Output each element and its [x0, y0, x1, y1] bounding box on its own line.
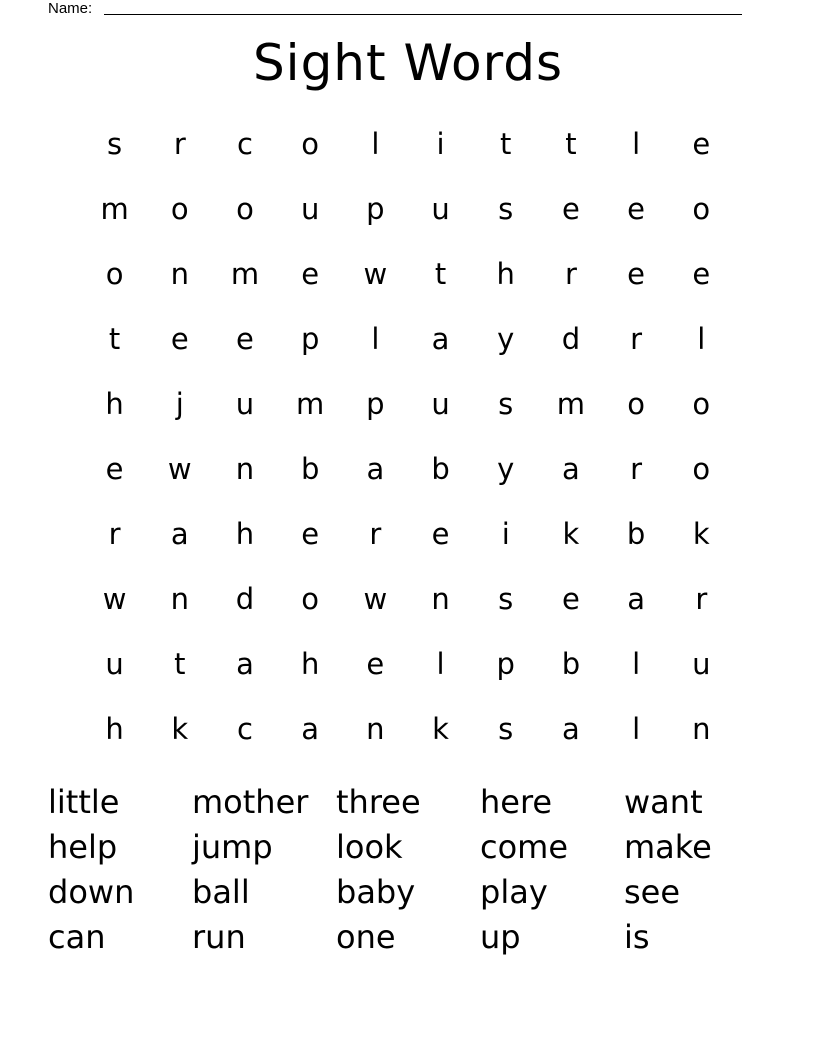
word-bank-item: one: [336, 918, 396, 956]
grid-letter: k: [171, 712, 189, 746]
grid-letter: o: [105, 257, 124, 291]
word-bank-item: see: [624, 873, 681, 911]
word-bank: [48, 780, 768, 960]
grid-letter: s: [498, 192, 514, 226]
grid-letter: n: [692, 712, 711, 746]
grid-letter: t: [565, 127, 577, 161]
word-bank-item: help: [48, 828, 118, 866]
grid-letter: s: [107, 127, 123, 161]
grid-letter: a: [236, 647, 254, 681]
grid-letter: p: [366, 387, 385, 421]
grid-letter: u: [105, 647, 124, 681]
grid-letter: w: [167, 452, 192, 486]
grid-letter: l: [436, 647, 445, 681]
grid-letter: p: [496, 647, 515, 681]
grid-letter: b: [431, 452, 450, 486]
word-bank-item: jump: [192, 828, 273, 866]
grid-letter: k: [692, 517, 710, 551]
grid-letter: u: [235, 387, 255, 421]
grid-letter: h: [496, 257, 515, 291]
word-bank-item: run: [192, 918, 246, 956]
word-bank-item: baby: [336, 873, 416, 911]
grid-letter: r: [695, 582, 708, 616]
grid-letter: l: [371, 127, 380, 161]
grid-letter: h: [105, 387, 124, 421]
grid-letter: n: [431, 582, 450, 616]
grid-letter: u: [431, 387, 450, 421]
name-label: Name:: [48, 0, 93, 17]
grid-letter: e: [236, 322, 254, 356]
grid-letter: w: [102, 582, 127, 616]
grid-letter: m: [230, 257, 260, 291]
grid-letter: p: [300, 322, 320, 356]
grid-letter: o: [692, 192, 711, 226]
grid-letter: i: [436, 127, 445, 161]
grid-letter: w: [363, 257, 388, 291]
grid-letter: e: [105, 452, 124, 486]
grid-letter: h: [300, 647, 320, 681]
grid-letter: c: [236, 127, 253, 161]
grid-letter: m: [556, 387, 586, 421]
grid-letter: e: [301, 517, 320, 551]
grid-letter: y: [497, 322, 515, 356]
grid-letter: c: [236, 712, 253, 746]
word-bank-item: want: [624, 783, 703, 821]
name-blank-line: [104, 14, 742, 15]
word-bank-item: is: [624, 918, 650, 956]
grid-letter: a: [627, 582, 645, 616]
grid-letter: e: [170, 322, 189, 356]
grid-letter: a: [301, 712, 320, 746]
grid-letter: r: [369, 517, 382, 551]
grid-letter: o: [301, 127, 320, 161]
grid-letter: m: [100, 192, 129, 226]
grid-letter: y: [497, 452, 515, 486]
grid-letter: e: [561, 192, 580, 226]
grid-letter: k: [432, 712, 449, 746]
grid-letter: e: [627, 257, 646, 291]
grid-letter: o: [236, 192, 254, 226]
grid-letter: u: [692, 647, 711, 681]
grid-letter: s: [498, 712, 514, 746]
grid-letter: o: [627, 387, 645, 421]
grid-letter: s: [498, 387, 514, 421]
grid-letter: r: [630, 452, 643, 486]
word-bank-item: make: [624, 828, 712, 866]
grid-letter: e: [366, 647, 385, 681]
grid-letter: d: [561, 322, 581, 356]
grid-letter: o: [692, 452, 711, 486]
word-bank-item: up: [480, 918, 521, 956]
grid-letter: e: [301, 257, 320, 291]
grid-letter: r: [564, 257, 577, 291]
grid-letter: k: [562, 517, 580, 551]
name-field: [48, 0, 742, 18]
word-bank-item: little: [48, 783, 120, 821]
grid-letter: u: [300, 192, 320, 226]
grid-letter: d: [235, 582, 255, 616]
grid-letter: l: [632, 712, 641, 746]
grid-letter: n: [235, 452, 255, 486]
grid-letter: h: [235, 517, 255, 551]
grid-letter: p: [366, 192, 385, 226]
grid-letter: o: [301, 582, 320, 616]
grid-letter: t: [108, 322, 121, 356]
grid-letter: n: [366, 712, 385, 746]
grid-letter: e: [627, 192, 646, 226]
grid-letter: i: [501, 517, 510, 551]
grid-letter: t: [500, 127, 512, 161]
grid-letter: l: [371, 322, 380, 356]
word-bank-item: play: [480, 873, 548, 911]
grid-letter: w: [363, 582, 388, 616]
grid-letter: a: [170, 517, 189, 551]
word-bank-item: ball: [192, 873, 250, 911]
grid-letter: b: [561, 647, 581, 681]
grid-letter: r: [173, 127, 186, 161]
grid-letter: e: [561, 582, 580, 616]
grid-letter: l: [632, 127, 641, 161]
grid-letter: s: [498, 582, 514, 616]
grid-letter: t: [434, 257, 447, 291]
grid-letter: n: [170, 582, 189, 616]
grid-letter: l: [632, 647, 641, 681]
page-title: Sight Words: [252, 34, 564, 92]
grid-letter: l: [697, 322, 706, 356]
grid-letter: t: [174, 647, 186, 681]
grid-letter: r: [630, 322, 643, 356]
grid-letter: a: [562, 452, 580, 486]
grid-letter: b: [626, 517, 646, 551]
word-bank-item: three: [336, 783, 421, 821]
grid-letter: m: [296, 387, 325, 421]
grid-letter: e: [431, 517, 450, 551]
word-bank-item: look: [336, 828, 403, 866]
grid-letter: o: [692, 387, 711, 421]
word-bank-item: come: [480, 828, 569, 866]
word-bank-item: down: [48, 873, 135, 911]
word-bank-item: mother: [192, 783, 309, 821]
grid-letter: h: [105, 712, 124, 746]
word-bank-item: can: [48, 918, 106, 956]
grid-letter: e: [692, 257, 711, 291]
letter-grid: [82, 112, 734, 762]
grid-letter: b: [300, 452, 320, 486]
grid-letter: e: [692, 127, 711, 161]
grid-letter: r: [108, 517, 121, 551]
grid-letter: a: [366, 452, 385, 486]
grid-letter: j: [175, 387, 184, 421]
grid-letter: o: [170, 192, 189, 226]
word-bank-item: here: [480, 783, 553, 821]
grid-letter: u: [431, 192, 450, 226]
grid-letter: n: [170, 257, 189, 291]
grid-letter: a: [562, 712, 580, 746]
grid-letter: a: [431, 322, 450, 356]
